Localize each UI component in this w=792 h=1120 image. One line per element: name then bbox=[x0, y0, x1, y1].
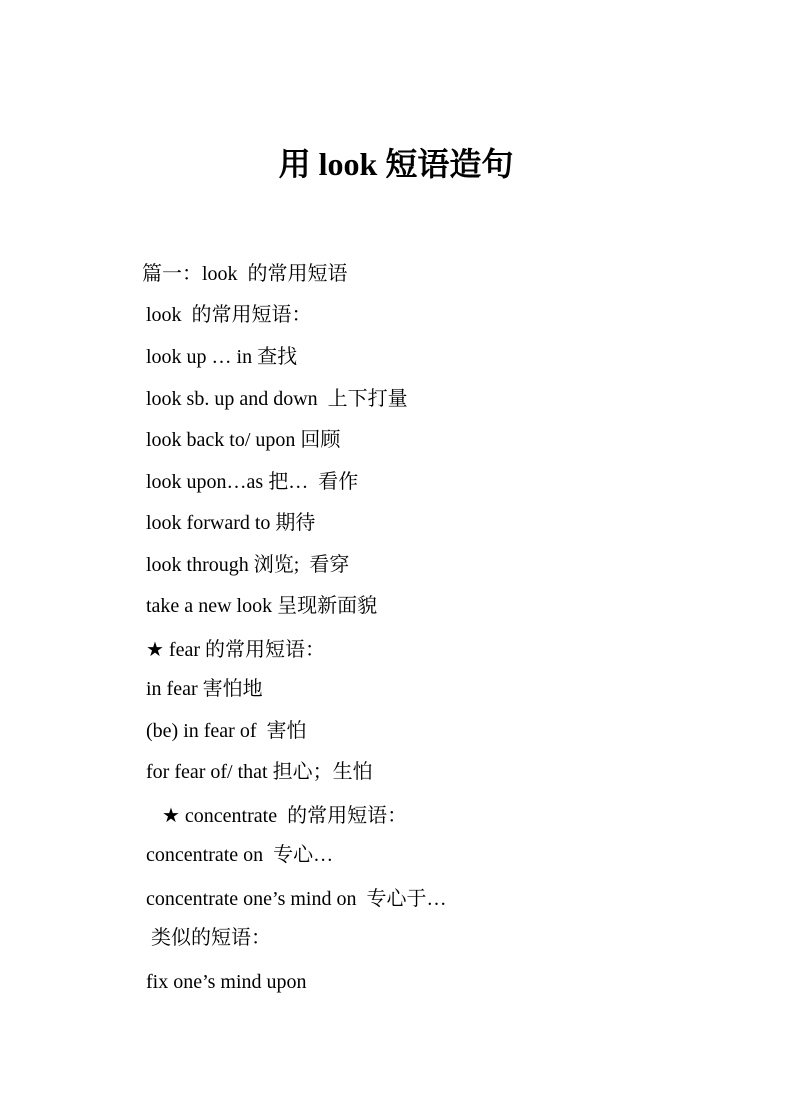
text-line: look 的常用短语： bbox=[146, 304, 312, 326]
text-line: look forward to 期待 bbox=[146, 512, 316, 534]
text-line: look up … in 查找 bbox=[146, 346, 298, 368]
text-line: fix one’s mind upon bbox=[146, 971, 307, 993]
text-line: take a new look 呈现新面貌 bbox=[146, 595, 378, 617]
text-line: ★ fear 的常用短语： bbox=[146, 639, 326, 661]
text-line: concentrate one’s mind on 专心于… bbox=[146, 888, 447, 910]
text-line: (be) in fear of 害怕 bbox=[146, 720, 307, 742]
document-title: 用 look 短语造句 bbox=[278, 146, 514, 182]
text-line: for fear of/ that 担心；生怕 bbox=[146, 761, 373, 783]
text-line: 篇一：look 的常用短语 bbox=[142, 263, 348, 285]
text-line: 类似的短语： bbox=[151, 927, 271, 949]
text-line: look sb. up and down 上下打量 bbox=[146, 388, 408, 410]
text-line: ★ concentrate 的常用短语： bbox=[162, 805, 408, 827]
text-line: concentrate on 专心… bbox=[146, 844, 334, 866]
text-line: in fear 害怕地 bbox=[146, 678, 263, 700]
text-line: look upon…as 把… 看作 bbox=[146, 471, 359, 493]
text-line: look through 浏览; 看穿 bbox=[146, 554, 350, 576]
text-line: look back to/ upon 回顾 bbox=[146, 429, 341, 451]
